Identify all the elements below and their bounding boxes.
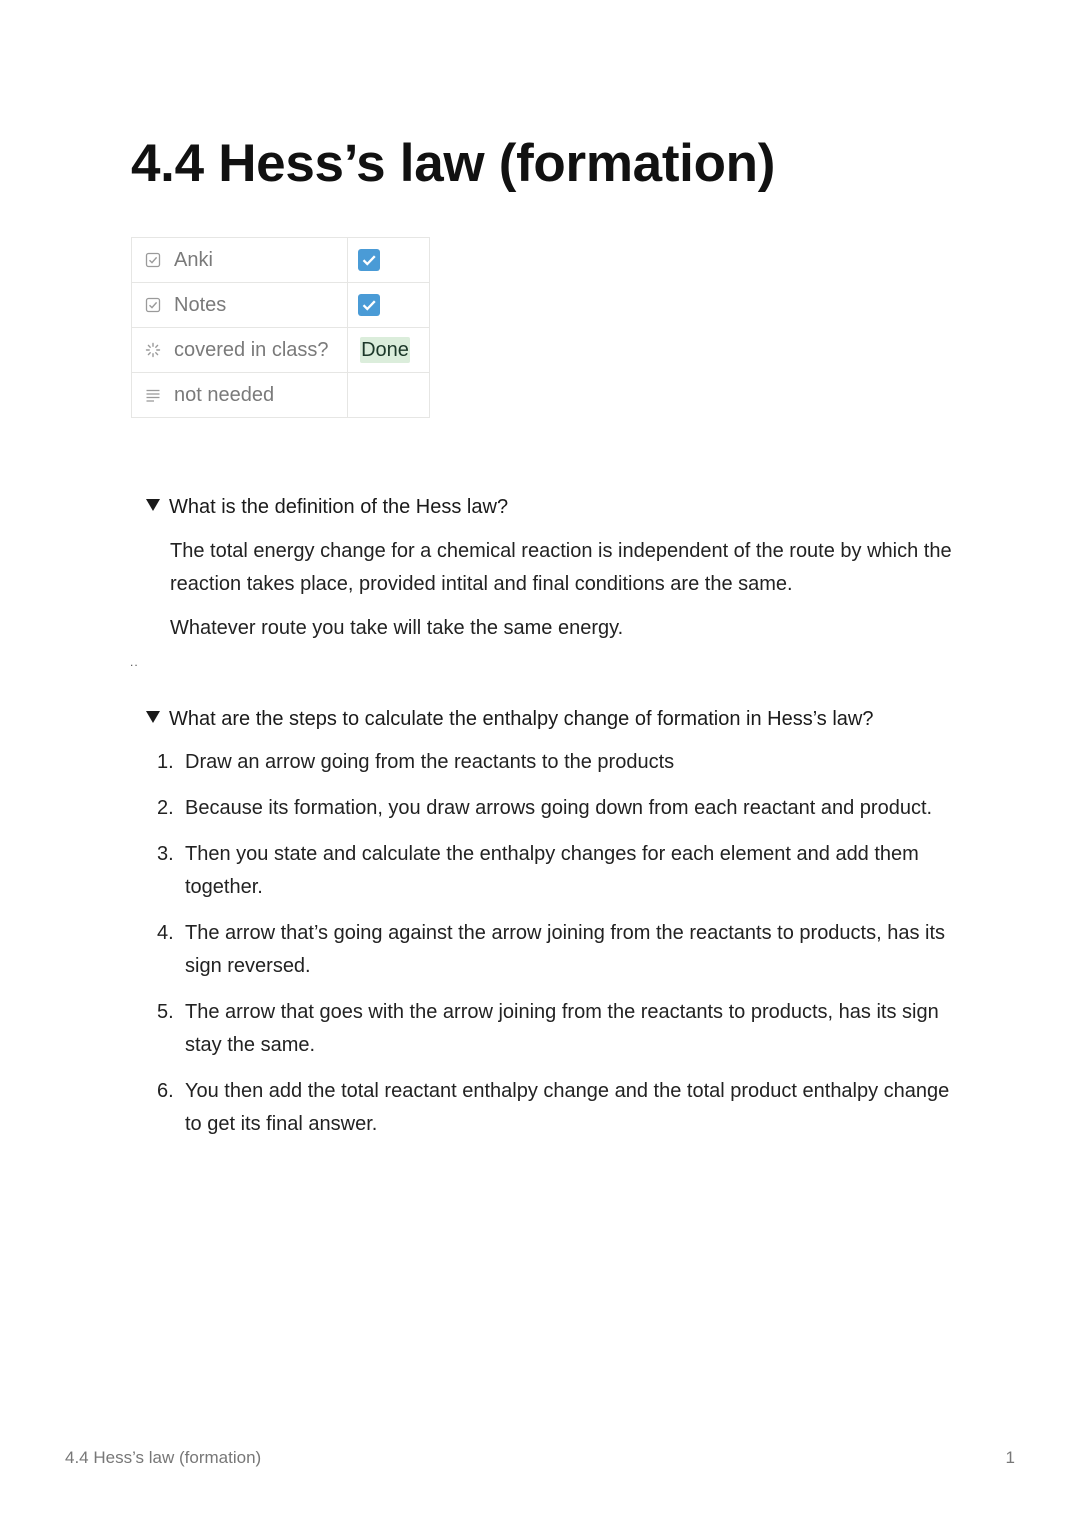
property-value-empty[interactable] bbox=[348, 373, 430, 418]
property-row-not-needed bbox=[132, 373, 430, 418]
page-title: 4.4 Hess’s law (formation) bbox=[131, 134, 776, 193]
list-text: Then you state and calculate the enthalpy changes for each element and add them together. bbox=[185, 843, 919, 898]
list-number: 2. bbox=[157, 797, 174, 819]
toggle-triangle-icon[interactable] bbox=[146, 499, 160, 511]
status-property-icon bbox=[145, 342, 161, 358]
toggle-header[interactable] bbox=[146, 494, 956, 520]
toggle-triangle-icon[interactable] bbox=[146, 711, 160, 723]
list-number: 4. bbox=[157, 922, 174, 944]
list-text: You then add the total reactant enthalpy change and the total product enthalpy change to get its final answer. bbox=[185, 1080, 950, 1135]
list-number: 3. bbox=[157, 843, 174, 865]
steps-list bbox=[146, 746, 956, 1141]
list-item bbox=[146, 917, 956, 983]
property-value-cell[interactable] bbox=[348, 238, 430, 283]
definition-paragraph: The total energy change for a chemical reaction is independent of the route by which the reaction takes place, provided intital and final conditions are the same. bbox=[170, 540, 952, 595]
property-label-anki: Anki bbox=[174, 248, 213, 271]
check-mark-icon bbox=[358, 249, 380, 271]
separator-dots: .. bbox=[130, 655, 139, 669]
list-item bbox=[146, 792, 956, 825]
notes-checkbox[interactable] bbox=[358, 294, 380, 316]
toggle-question: What are the steps to calculate the enthalpy change of formation in Hess’s law? bbox=[169, 708, 874, 730]
list-item bbox=[146, 1075, 956, 1141]
toggle-steps bbox=[146, 706, 956, 1141]
list-item bbox=[146, 746, 956, 779]
text-property-icon bbox=[145, 387, 161, 403]
toggle-question: What is the definition of the Hess law? bbox=[169, 496, 509, 518]
property-name-cell[interactable] bbox=[132, 328, 348, 373]
property-label-notes: Notes bbox=[174, 293, 227, 316]
footer-title: 4.4 Hess’s law (formation) bbox=[65, 1448, 262, 1467]
anki-checkbox[interactable] bbox=[358, 249, 380, 271]
properties-table bbox=[131, 237, 430, 418]
property-value-cell[interactable] bbox=[348, 328, 430, 373]
footer-page-number: 1 bbox=[1005, 1448, 1015, 1467]
property-row-anki bbox=[132, 238, 430, 283]
list-text: Because its formation, you draw arrows going down from each reactant and product. bbox=[185, 797, 933, 819]
list-text: Draw an arrow going from the reactants to the products bbox=[185, 751, 675, 773]
property-label-not-needed: not needed bbox=[174, 383, 275, 406]
checkbox-property-icon bbox=[145, 252, 161, 268]
property-label-covered: covered in class? bbox=[174, 338, 329, 361]
toggle-definition bbox=[146, 494, 956, 645]
property-name-cell[interactable] bbox=[132, 283, 348, 328]
checkbox-property-icon bbox=[145, 297, 161, 313]
list-text: The arrow that goes with the arrow joining from the reactants to products, has its sign stay the same. bbox=[185, 1001, 939, 1056]
definition-paragraph: Whatever route you take will take the same energy. bbox=[170, 617, 624, 639]
list-number: 5. bbox=[157, 1001, 174, 1023]
list-text: The arrow that’s going against the arrow joining from the reactants to products, has its sign reversed. bbox=[185, 922, 946, 977]
property-row-notes bbox=[132, 283, 430, 328]
property-value-cell[interactable] bbox=[348, 283, 430, 328]
status-badge[interactable]: Done bbox=[361, 339, 409, 361]
toggle-content bbox=[146, 535, 956, 645]
list-number: 6. bbox=[157, 1080, 174, 1102]
property-row-covered bbox=[132, 328, 430, 373]
check-mark-icon bbox=[358, 294, 380, 316]
list-number: 1. bbox=[157, 751, 174, 773]
property-name-cell[interactable] bbox=[132, 238, 348, 283]
list-item bbox=[146, 838, 956, 904]
list-item bbox=[146, 996, 956, 1062]
toggle-header[interactable] bbox=[146, 706, 956, 732]
property-name-cell[interactable] bbox=[132, 373, 348, 418]
